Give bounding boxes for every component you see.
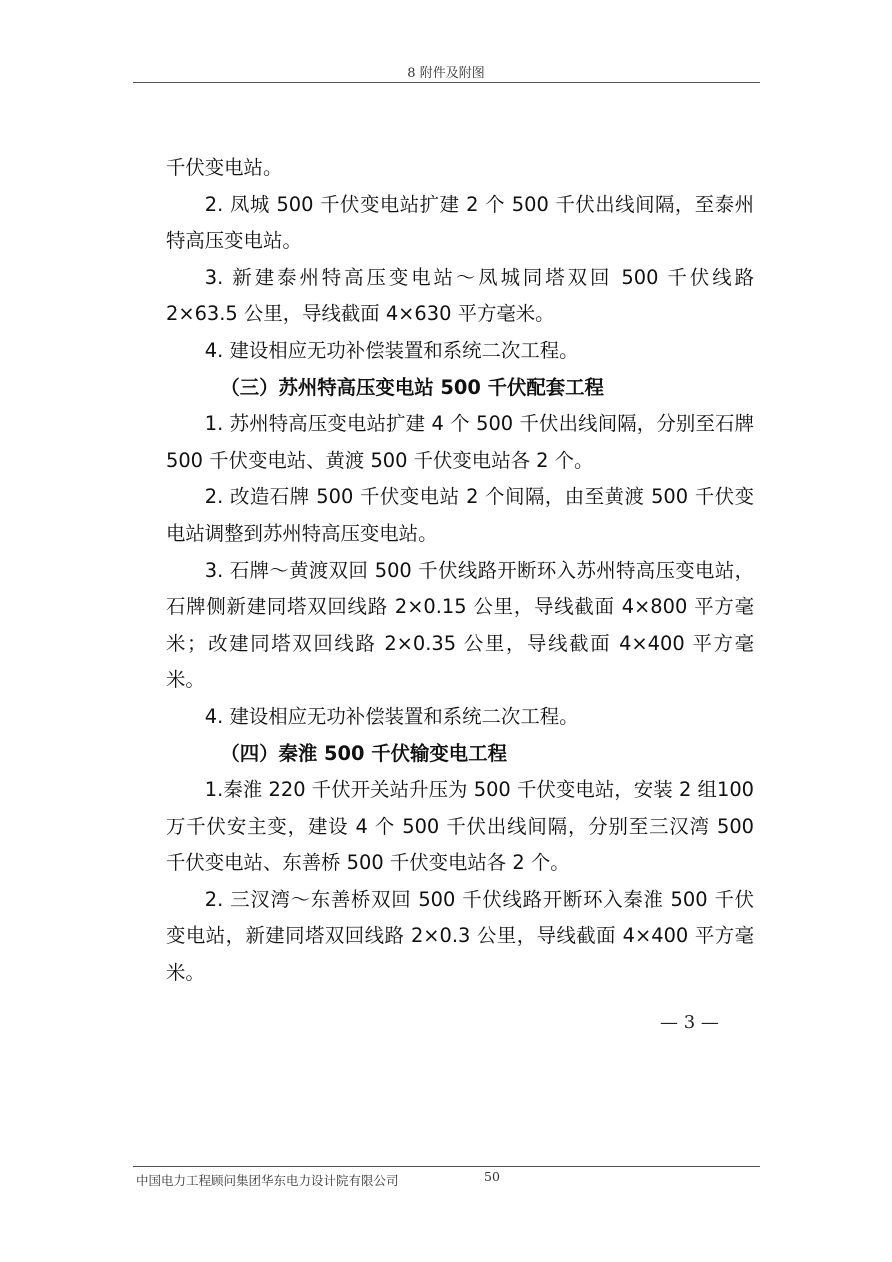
paragraph-item-3: 3. 新建泰州特高压变电站～凤城同塔双回 500 千伏线路 2×63.5 公里，导线截面 4×630 平方毫米。 xyxy=(166,265,754,326)
paragraph-s3-item-3: 3. 石牌～黄渡双回 500 千伏线路开断环入苏州特高压变电站，石牌侧新建同塔双回线路 2×0.15 公里，导线截面 4×800 平方毫米；改建同塔双回线路 2×0.35 公里，导线截面 4×400 平方毫米。 xyxy=(166,558,754,692)
paragraph-s3-item-1: 1. 苏州特高压变电站扩建 4 个 500 千伏出线间隔，分别至石牌 500 千伏变电站、黄渡 500 千伏变电站各 2 个。 xyxy=(166,412,754,472)
header-rule xyxy=(133,82,760,83)
document-body xyxy=(166,150,754,992)
page-header: 8 附件及附图 xyxy=(407,66,485,81)
page-number: — 3 — xyxy=(660,1012,719,1033)
paragraph-s4-item-1: 1.秦淮 220 千伏开关站升压为 500 千伏变电站，安装 2 组100 万千伏安主变，建设 4 个 500 千伏出线间隔，分别至三汉湾 500 千伏变电站、东善桥 500 千伏变电站各 2 个。 xyxy=(166,778,754,875)
footer-rule xyxy=(133,1166,760,1167)
paragraph-s3-item-4: 4. 建设相应无功补偿装置和系统二次工程。 xyxy=(204,704,579,728)
section-heading-3: （三）苏州特高压变电站 500 千伏配套工程 xyxy=(220,375,604,399)
paragraph-item-4: 4. 建设相应无功补偿装置和系统二次工程。 xyxy=(204,338,579,362)
footer-page-number: 50 xyxy=(484,1169,500,1184)
section-heading-4: （四）秦淮 500 千伏输变电工程 xyxy=(220,741,507,765)
paragraph-continuation: 千伏变电站。 xyxy=(166,156,283,179)
footer-company: 中国电力工程顾问集团华东电力设计院有限公司 xyxy=(136,1173,399,1188)
paragraph-s4-item-2: 2. 三汊湾～东善桥双回 500 千伏线路开断环入秦淮 500 千伏变电站，新建同塔双回线路 2×0.3 公里，导线截面 4×400 平方毫米。 xyxy=(166,887,754,985)
paragraph-item-2: 2. 凤城 500 千伏变电站扩建 2 个 500 千伏出线间隔，至泰州特高压变电站。 xyxy=(166,192,754,253)
paragraph-s3-item-2: 2. 改造石牌 500 千伏变电站 2 个间隔，由至黄渡 500 千伏变电站调整到苏州特高压变电站。 xyxy=(166,485,754,545)
